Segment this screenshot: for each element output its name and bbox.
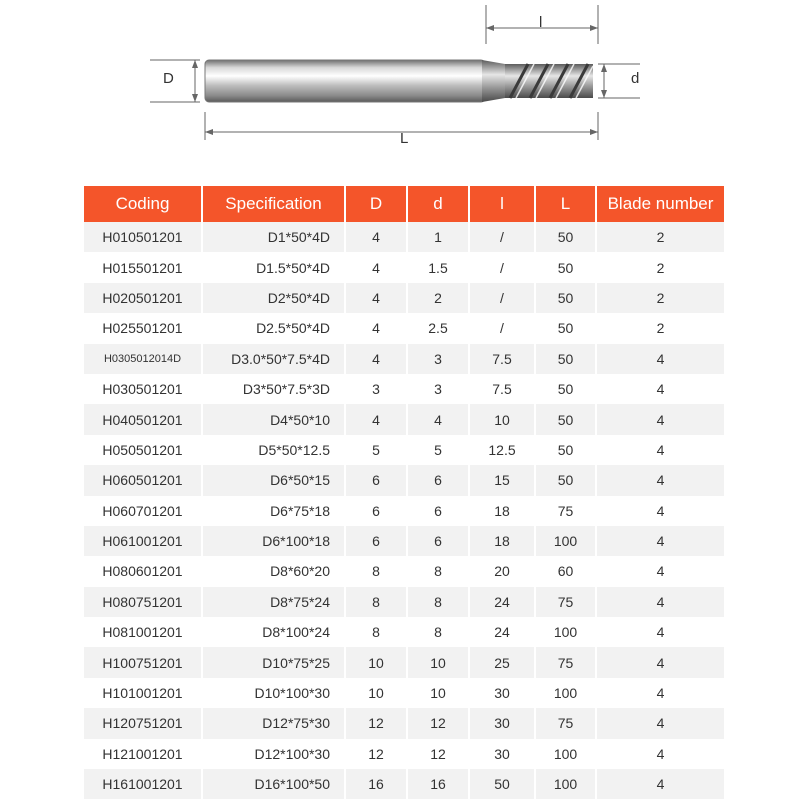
header-shank-d: D — [345, 186, 407, 222]
shank-d-cell: 4 — [345, 344, 407, 374]
coding-cell: H060501201 — [84, 465, 202, 495]
blade-number-cell: 4 — [596, 435, 724, 465]
blade-number-cell: 4 — [596, 678, 724, 708]
blade-number-cell: 2 — [596, 222, 724, 252]
flute-l-cell: 24 — [469, 617, 535, 647]
specification-cell: D12*75*30 — [202, 708, 345, 738]
blade-number-cell: 4 — [596, 465, 724, 495]
length-l-cell: 100 — [535, 678, 596, 708]
table-row — [84, 647, 724, 677]
flute-l-cell: 7.5 — [469, 344, 535, 374]
neck — [482, 60, 505, 102]
table-row — [84, 617, 724, 647]
table-row — [84, 283, 724, 313]
flute-l-cell: 18 — [469, 496, 535, 526]
cut-d-cell: 16 — [407, 769, 469, 799]
flute-l-cell: 24 — [469, 587, 535, 617]
specification-cell: D1*50*4D — [202, 222, 345, 252]
specification-cell: D1.5*50*4D — [202, 252, 345, 282]
shank-d-cell: 12 — [345, 708, 407, 738]
blade-number-cell: 4 — [596, 647, 724, 677]
length-l-cell: 50 — [535, 374, 596, 404]
cut-d-cell: 2 — [407, 283, 469, 313]
blade-number-cell: 2 — [596, 313, 724, 343]
length-l-cell: 100 — [535, 617, 596, 647]
flute-l-cell: 12.5 — [469, 435, 535, 465]
shank-d-cell: 4 — [345, 404, 407, 434]
specification-cell: D12*100*30 — [202, 739, 345, 769]
shank-d-cell: 6 — [345, 465, 407, 495]
end-mill-drawing — [0, 0, 800, 180]
cut-d-cell: 10 — [407, 647, 469, 677]
table-row — [84, 708, 724, 738]
flute-l-cell: 20 — [469, 556, 535, 586]
length-l-cell: 50 — [535, 283, 596, 313]
specification-cell: D6*100*18 — [202, 526, 345, 556]
flute-l-cell: 15 — [469, 465, 535, 495]
specification-cell: D8*100*24 — [202, 617, 345, 647]
length-l-cell: 50 — [535, 222, 596, 252]
coding-cell: H025501201 — [84, 313, 202, 343]
cut-d-cell: 10 — [407, 678, 469, 708]
coding-cell: H101001201 — [84, 678, 202, 708]
coding-cell: H121001201 — [84, 739, 202, 769]
cut-d-cell: 6 — [407, 526, 469, 556]
coding-cell: H080751201 — [84, 587, 202, 617]
length-l-cell: 75 — [535, 647, 596, 677]
shank-d-cell: 10 — [345, 647, 407, 677]
shank-d-cell: 8 — [345, 556, 407, 586]
coding-cell: H080601201 — [84, 556, 202, 586]
blade-number-cell: 2 — [596, 252, 724, 282]
specification-cell: D3.0*50*7.5*4D — [202, 344, 345, 374]
cut-d-cell: 6 — [407, 465, 469, 495]
flute-l-cell: / — [469, 283, 535, 313]
specification-cell: D10*100*30 — [202, 678, 345, 708]
blade-number-cell: 4 — [596, 344, 724, 374]
specification-cell: D8*60*20 — [202, 556, 345, 586]
shank-d-cell: 5 — [345, 435, 407, 465]
length-l-cell: 50 — [535, 435, 596, 465]
blade-number-cell: 4 — [596, 587, 724, 617]
length-l-cell: 100 — [535, 769, 596, 799]
shank-d-cell: 4 — [345, 222, 407, 252]
table-row — [84, 556, 724, 586]
table-row — [84, 222, 724, 252]
flute-l-cell: 10 — [469, 404, 535, 434]
cut-d-cell: 8 — [407, 587, 469, 617]
end-mill-diagram — [0, 0, 800, 180]
cut-d-cell: 4 — [407, 404, 469, 434]
shank — [205, 60, 485, 102]
table-row — [84, 435, 724, 465]
flute-l-cell: 25 — [469, 647, 535, 677]
specification-cell: D2*50*4D — [202, 283, 345, 313]
flute-l-cell: 7.5 — [469, 374, 535, 404]
coding-cell: H100751201 — [84, 647, 202, 677]
coding-cell: H061001201 — [84, 526, 202, 556]
shank-d-cell: 4 — [345, 313, 407, 343]
coding-cell: H010501201 — [84, 222, 202, 252]
shank-d-cell: 10 — [345, 678, 407, 708]
table-row — [84, 404, 724, 434]
table-row — [84, 526, 724, 556]
cut-d-cell: 5 — [407, 435, 469, 465]
header-flute-l: l — [469, 186, 535, 222]
shank-d-cell: 6 — [345, 496, 407, 526]
table-row — [84, 465, 724, 495]
specification-cell: D10*75*25 — [202, 647, 345, 677]
specification-cell: D8*75*24 — [202, 587, 345, 617]
table-row — [84, 739, 724, 769]
table-row — [84, 587, 724, 617]
cut-d-cell: 2.5 — [407, 313, 469, 343]
specification-cell: D2.5*50*4D — [202, 313, 345, 343]
flute-l-cell: 30 — [469, 678, 535, 708]
header-length-l: L — [535, 186, 596, 222]
header-coding: Coding — [84, 186, 202, 222]
blade-number-cell: 4 — [596, 769, 724, 799]
table-row — [84, 374, 724, 404]
header-cut-d: d — [407, 186, 469, 222]
flute-l-cell: / — [469, 252, 535, 282]
coding-cell: H030501201 — [84, 374, 202, 404]
header-specification: Specification — [202, 186, 345, 222]
cut-d-cell: 1.5 — [407, 252, 469, 282]
shank-d-cell: 16 — [345, 769, 407, 799]
table-row — [84, 678, 724, 708]
blade-number-cell: 4 — [596, 708, 724, 738]
shank-d-cell: 4 — [345, 252, 407, 282]
coding-cell: H161001201 — [84, 769, 202, 799]
cut-d-cell: 3 — [407, 374, 469, 404]
length-l-cell: 50 — [535, 404, 596, 434]
coding-cell: H040501201 — [84, 404, 202, 434]
cut-diameter-label: d — [631, 70, 640, 87]
blade-number-cell: 4 — [596, 739, 724, 769]
cut-d-cell: 12 — [407, 708, 469, 738]
flute-l-cell: / — [469, 222, 535, 252]
coding-cell: H0305012014D — [84, 344, 202, 374]
blade-number-cell: 4 — [596, 496, 724, 526]
blade-number-cell: 4 — [596, 617, 724, 647]
shank-d-cell: 8 — [345, 617, 407, 647]
length-l-cell: 60 — [535, 556, 596, 586]
header-blade-number: Blade number — [596, 186, 724, 222]
blade-number-cell: 2 — [596, 283, 724, 313]
length-l-cell: 75 — [535, 496, 596, 526]
length-l-cell: 100 — [535, 739, 596, 769]
table-row — [84, 769, 724, 799]
coding-cell: H120751201 — [84, 708, 202, 738]
flute-l-cell: / — [469, 313, 535, 343]
flute-l-cell: 30 — [469, 739, 535, 769]
cut-d-cell: 8 — [407, 556, 469, 586]
length-l-cell: 50 — [535, 313, 596, 343]
shank-d-cell: 6 — [345, 526, 407, 556]
specification-cell: D16*100*50 — [202, 769, 345, 799]
flute-l-cell: 30 — [469, 708, 535, 738]
flute-l-cell: 50 — [469, 769, 535, 799]
coding-cell: H015501201 — [84, 252, 202, 282]
length-l-cell: 50 — [535, 344, 596, 374]
length-l-cell: 75 — [535, 587, 596, 617]
cut-d-cell: 1 — [407, 222, 469, 252]
blade-number-cell: 4 — [596, 526, 724, 556]
length-l-cell: 100 — [535, 526, 596, 556]
cut-d-cell: 6 — [407, 496, 469, 526]
length-l-cell: 50 — [535, 252, 596, 282]
length-l-cell: 50 — [535, 465, 596, 495]
shank-d-cell: 8 — [345, 587, 407, 617]
table-row — [84, 313, 724, 343]
blade-number-cell: 4 — [596, 556, 724, 586]
specification-cell: D3*50*7.5*3D — [202, 374, 345, 404]
table-row — [84, 252, 724, 282]
table-header-row — [84, 186, 724, 222]
coding-cell: H060701201 — [84, 496, 202, 526]
cut-d-cell: 8 — [407, 617, 469, 647]
cut-d-cell: 3 — [407, 344, 469, 374]
table-row — [84, 496, 724, 526]
shank-d-cell: 4 — [345, 283, 407, 313]
shank-d-cell: 12 — [345, 739, 407, 769]
table-row — [84, 344, 724, 374]
flute-l-cell: 18 — [469, 526, 535, 556]
cut-d-cell: 12 — [407, 739, 469, 769]
specification-cell: D6*75*18 — [202, 496, 345, 526]
specification-cell: D5*50*12.5 — [202, 435, 345, 465]
coding-cell: H020501201 — [84, 283, 202, 313]
flute-length-label: l — [539, 14, 543, 31]
coding-cell: H050501201 — [84, 435, 202, 465]
specification-cell: D4*50*10 — [202, 404, 345, 434]
blade-number-cell: 4 — [596, 404, 724, 434]
table-body — [84, 222, 724, 799]
coding-cell: H081001201 — [84, 617, 202, 647]
shank-d-cell: 3 — [345, 374, 407, 404]
shank-diameter-label: D — [163, 70, 174, 87]
blade-number-cell: 4 — [596, 374, 724, 404]
length-l-cell: 75 — [535, 708, 596, 738]
specification-cell: D6*50*15 — [202, 465, 345, 495]
overall-length-label: L — [400, 130, 409, 147]
specification-table — [84, 186, 724, 799]
